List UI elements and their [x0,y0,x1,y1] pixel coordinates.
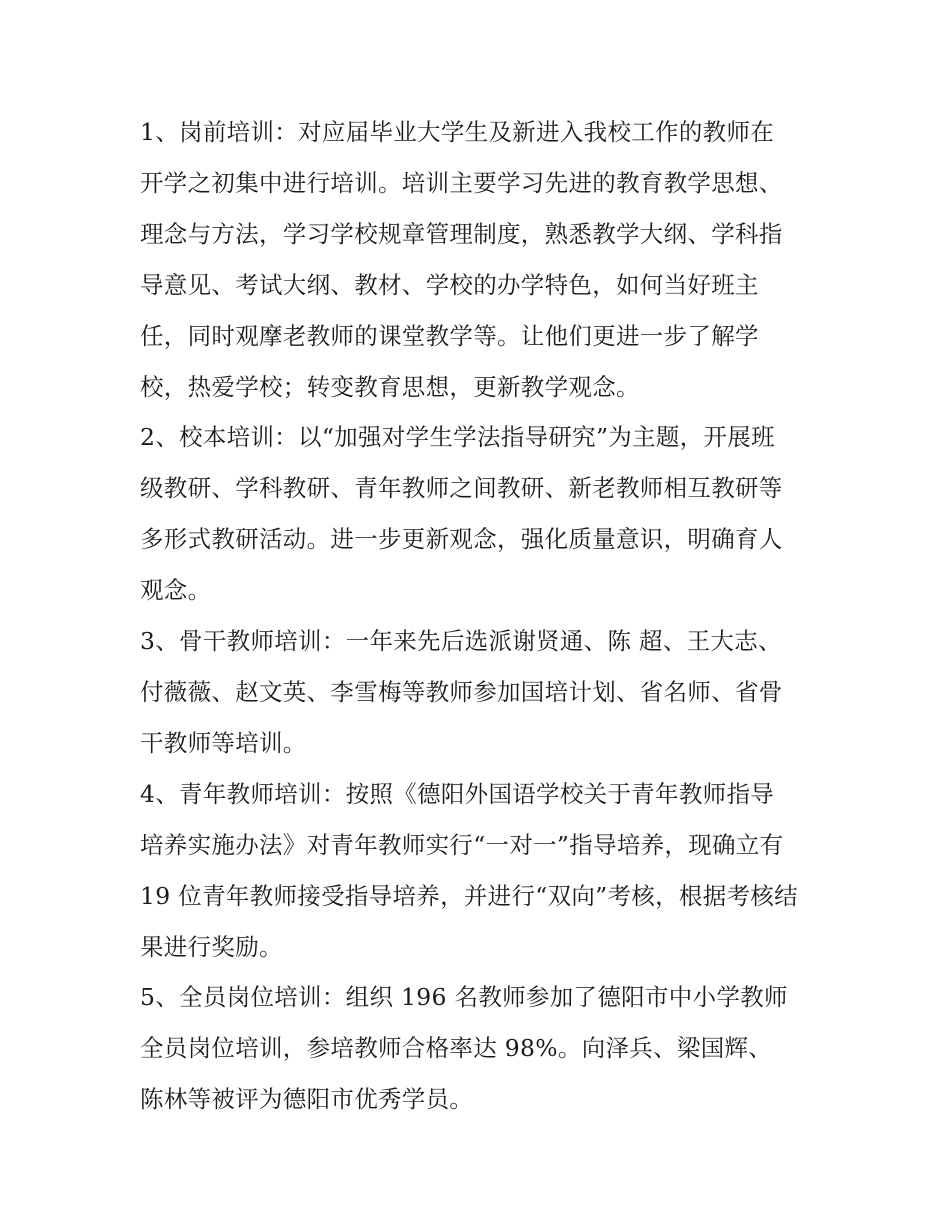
text-line: 全员岗位培训，参培教师合格率达 98%。向泽兵、梁国辉、 [140,1034,773,1063]
text-line: 理念与方法，学习学校规章管理制度，熟悉教学大纲、学科指 [140,219,783,248]
text-line: 校，热爱学校；转变教育思想，更新教学观念。 [140,372,640,401]
paragraph-backbone-teacher-training [140,616,820,769]
paragraph-pre-job-training [140,107,820,412]
text-line: 付薇薇、赵文英、李雪梅等教师参加国培计划、省名师、省骨 [140,677,783,706]
paragraph-young-teacher-training [140,769,820,973]
text-line: 多形式教研活动。进一步更新观念，强化质量意识，明确育人 [140,525,783,554]
text-line: 培养实施办法》对青年教师实行“一对一”指导培养，现确立有 [140,830,784,859]
text-line: 2、校本培训：以“加强对学生学法指导研究”为主题，开展班 [140,423,775,452]
text-line: 陈林等被评为德阳市优秀学员。 [140,1085,474,1114]
text-line: 观念。 [140,576,212,605]
text-line: 19 位青年教师接受指导培养，并进行“双向”考核，根据考核结 [140,881,798,910]
text-line: 导意见、考试大纲、教材、学校的办学特色，如何当好班主 [140,270,759,299]
text-line: 5、全员岗位培训：组织 196 名教师参加了德阳市中小学教师 [140,983,788,1012]
document-body [140,107,820,1125]
text-line: 1、岗前培训：对应届毕业大学生及新进入我校工作的教师在 [140,118,775,146]
text-line: 3、骨干教师培训：一年来先后选派谢贤通、陈 超、王大志、 [140,627,782,656]
paragraph-all-staff-training [140,972,820,1125]
text-line: 4、青年教师培训：按照《德阳外国语学校关于青年教师指导 [140,779,775,808]
text-line: 果进行奖励。 [140,932,283,961]
paragraph-school-based-training [140,412,820,616]
text-line: 干教师等培训。 [140,728,307,757]
text-line: 开学之初集中进行培训。培训主要学习先进的教育教学思想、 [140,168,783,197]
text-line: 任，同时观摩老教师的课堂教学等。让他们更进一步了解学 [140,321,759,350]
text-line: 级教研、学科教研、青年教师之间教研、新老教师相互教研等 [140,474,783,503]
